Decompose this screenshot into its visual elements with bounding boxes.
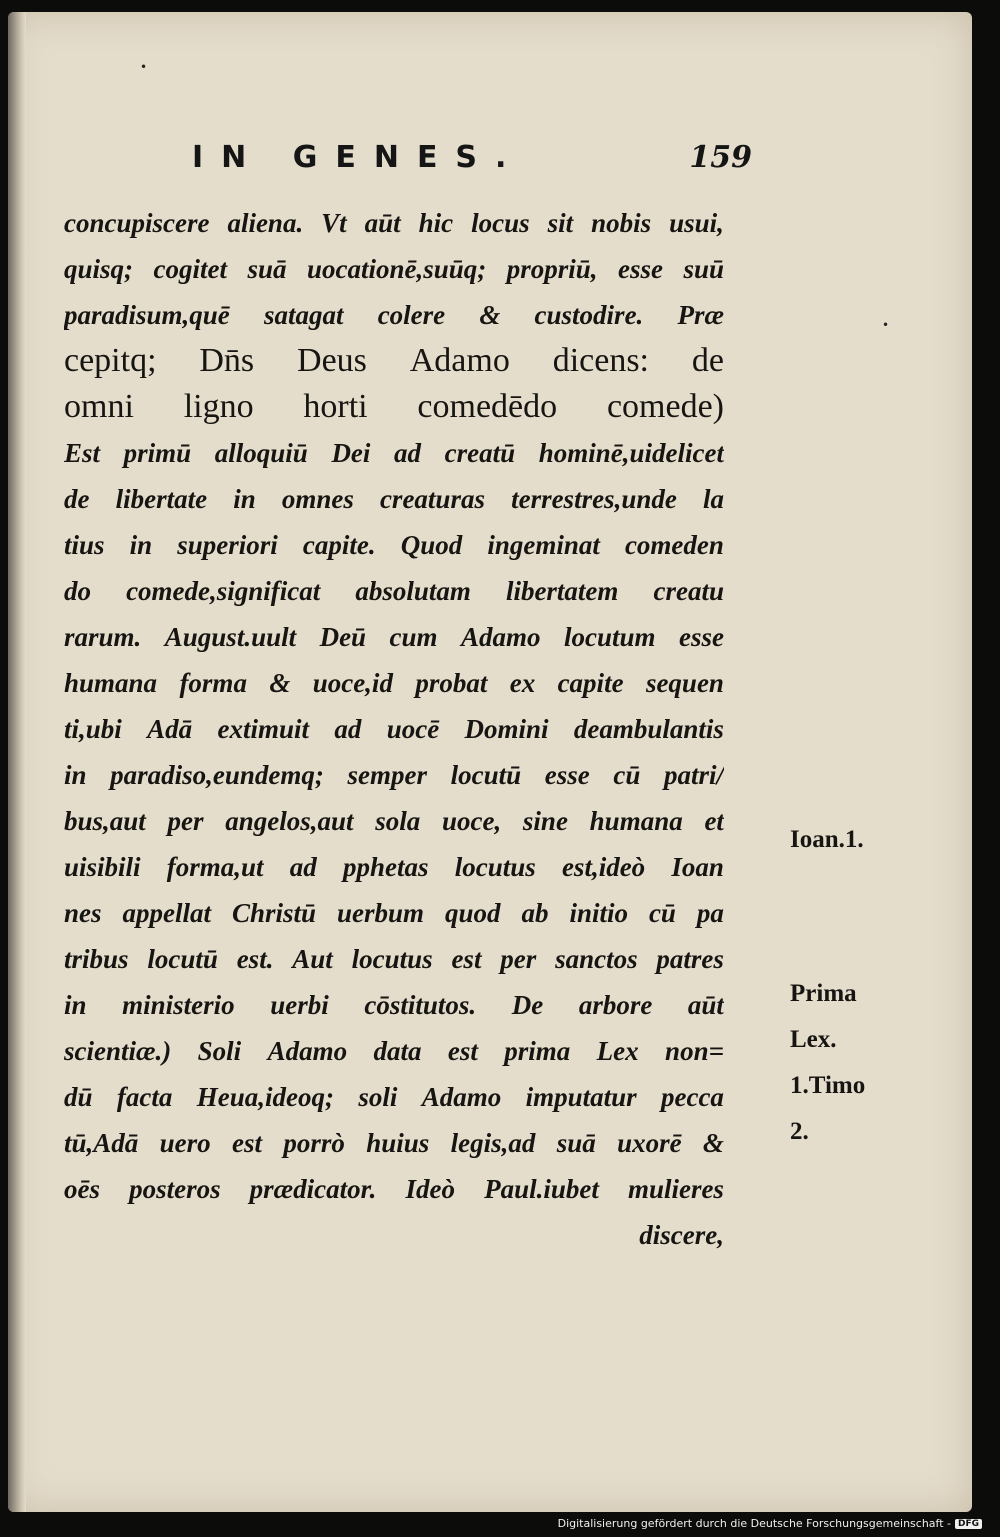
text-line: in ministerio uerbi cōstitutos. De arbore aūt: [64, 990, 724, 1020]
margin-note: 1.Timo: [790, 1072, 866, 1099]
text-line: quisq; cogitet suā uocationē,suūq; propriū, esse suū: [64, 254, 724, 284]
text-line: ti,ubi Adā extimuit ad uocē Domini deambulantis: [64, 714, 724, 744]
margin-note: Lex.: [790, 1026, 837, 1053]
text-line: dū facta Heua,ideoq; soli Adamo imputatur pecca: [64, 1082, 724, 1112]
text-line: rarum. August.uult Deū cum Adamo locutum esse: [64, 622, 724, 652]
text-line: uisibili forma,ut ad pphetas locutus est,ideò Ioan: [64, 852, 724, 882]
body-text: [64, 200, 866, 1258]
text-line: in paradiso,eundemq; semper locutū esse cū patri/: [64, 760, 724, 790]
text-line: scientiæ.) Soli Adamo data est prima Lex non=: [64, 1036, 724, 1066]
ink-speck: •: [882, 318, 890, 332]
page-header: [192, 140, 752, 184]
text-line: cepitq; Dn̄s Deus Adamo dicens: de: [64, 342, 724, 379]
text-line: omni ligno horti comedēdo comede): [64, 388, 724, 425]
text-line: paradisum,quē satagat colere & custodire. Præ: [64, 300, 724, 330]
page-number: 159: [689, 140, 752, 175]
text-line: nes appellat Christū uerbum quod ab initio cū pa: [64, 898, 724, 928]
text-line: discere,: [639, 1220, 724, 1250]
digitization-footer: [558, 1517, 982, 1530]
footer-credit: Digitalisierung gefördert durch die Deutsche Forschungsgemeinschaft -: [557, 1517, 951, 1530]
text-line: concupiscere aliena. Vt aūt hic locus sit nobis usui,: [64, 208, 724, 238]
text-line: oēs posteros prædicator. Ideò Paul.iubet mulieres: [64, 1174, 724, 1204]
text-line: tū,Adā uero est porrò huius legis,ad suā uxorē &: [64, 1128, 724, 1158]
text-line: de libertate in omnes creaturas terrestres,unde la: [64, 484, 724, 514]
running-head: IN GENES.: [192, 140, 525, 175]
ink-speck: •: [140, 60, 148, 74]
text-line: bus,aut per angelos,aut sola uoce, sine humana et: [64, 806, 724, 836]
margin-note: 2.: [790, 1118, 809, 1145]
text-line: do comede,significat absolutam libertatem creatu: [64, 576, 724, 606]
dfg-logo: DFG: [955, 1519, 982, 1529]
margin-note: Ioan.1.: [790, 826, 864, 853]
margin-note: Prima: [790, 980, 857, 1007]
text-line: tius in superiori capite. Quod ingeminat comeden: [64, 530, 724, 560]
text-line: tribus locutū est. Aut locutus est per sanctos patres: [64, 944, 724, 974]
text-line: humana forma & uoce,id probat ex capite sequen: [64, 668, 724, 698]
page-gutter-shadow: [8, 12, 26, 1512]
text-line: Est primū alloquiū Dei ad creatū hominē,uidelicet: [64, 438, 724, 468]
